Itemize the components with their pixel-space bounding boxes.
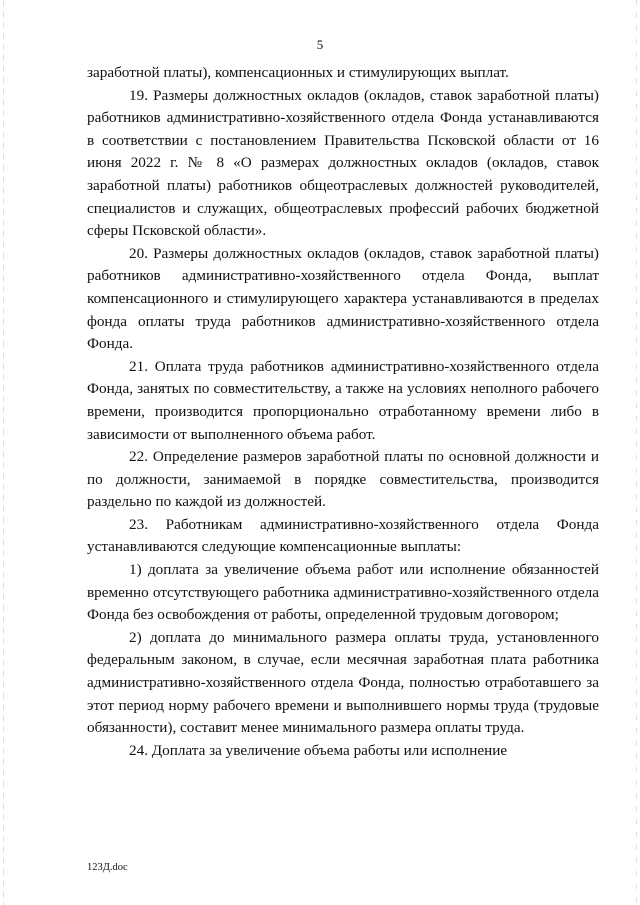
paragraph-23-item-2: 2) доплата до минимального размера оплаты труда, установленного федеральным законом, в случае, если месячная заработная плата работника административно-хозяйственного отдела Фонда, полностью отработавшего за этот период норму рабочего времени и выполнившего нормы труда (трудовые обязанности), составит менее минимального размера оплаты труда. — [87, 628, 599, 737]
paragraph-21: 21. Оплата труда работников административно-хозяйственного отдела Фонда, занятых по совместительству, а также на условиях неполного рабочего времени, производится пропорционально отработанному времени либо в зависимости от выполненного объема работ. — [87, 357, 599, 443]
paragraph-20: 20. Размеры должностных окладов (окладов, ставок заработной платы) работников административно-хозяйственного отдела Фонда, выплат компенсационного и стимулирующего характера устанавливаются в пределах фонда оплаты труда работников административно-хозяйственного отдела Фонда. — [87, 244, 599, 353]
paragraph-19: 19. Размеры должностных окладов (окладов, ставок заработной платы) работников административно-хозяйственного отдела Фонда устанавливаются в соответствии с постановлением Правительства Псковской области от 16 июня 2022 г. № 8 «О размерах должностных окладов (окладов, ставок заработной платы) работников общеотраслевых должностей руководителей, специалистов и служащих, общеотраслевых профессий рабочих бюджетной сферы Псковской области». — [87, 86, 599, 240]
footer-filename: 123Д.doc — [87, 862, 128, 873]
scan-edge-left — [3, 0, 4, 905]
paragraph-continuation: заработной платы), компенсационных и стимулирующих выплат. — [87, 64, 509, 81]
paragraph-23-item-1: 1) доплата за увеличение объема работ или исполнение обязанностей временно отсутствующего работника административно-хозяйственного отдела Фонда без освобождения от работы, определенной трудовым договором; — [87, 561, 599, 624]
paragraph-23: 23. Работникам административно-хозяйственного отдела Фонда устанавливаются следующие компенсационные выплаты: — [87, 515, 599, 556]
scan-edge-right — [636, 0, 637, 905]
page-number: 5 — [316, 37, 324, 52]
paragraph-22: 22. Определение размеров заработной платы по основной должности и по должности, занимаемой в порядке совместительства, производится раздельно по каждой из должностей. — [87, 448, 599, 511]
paragraph-24: 24. Доплата за увеличение объема работы или исполнение — [129, 741, 508, 759]
body-text — [87, 62, 599, 762]
